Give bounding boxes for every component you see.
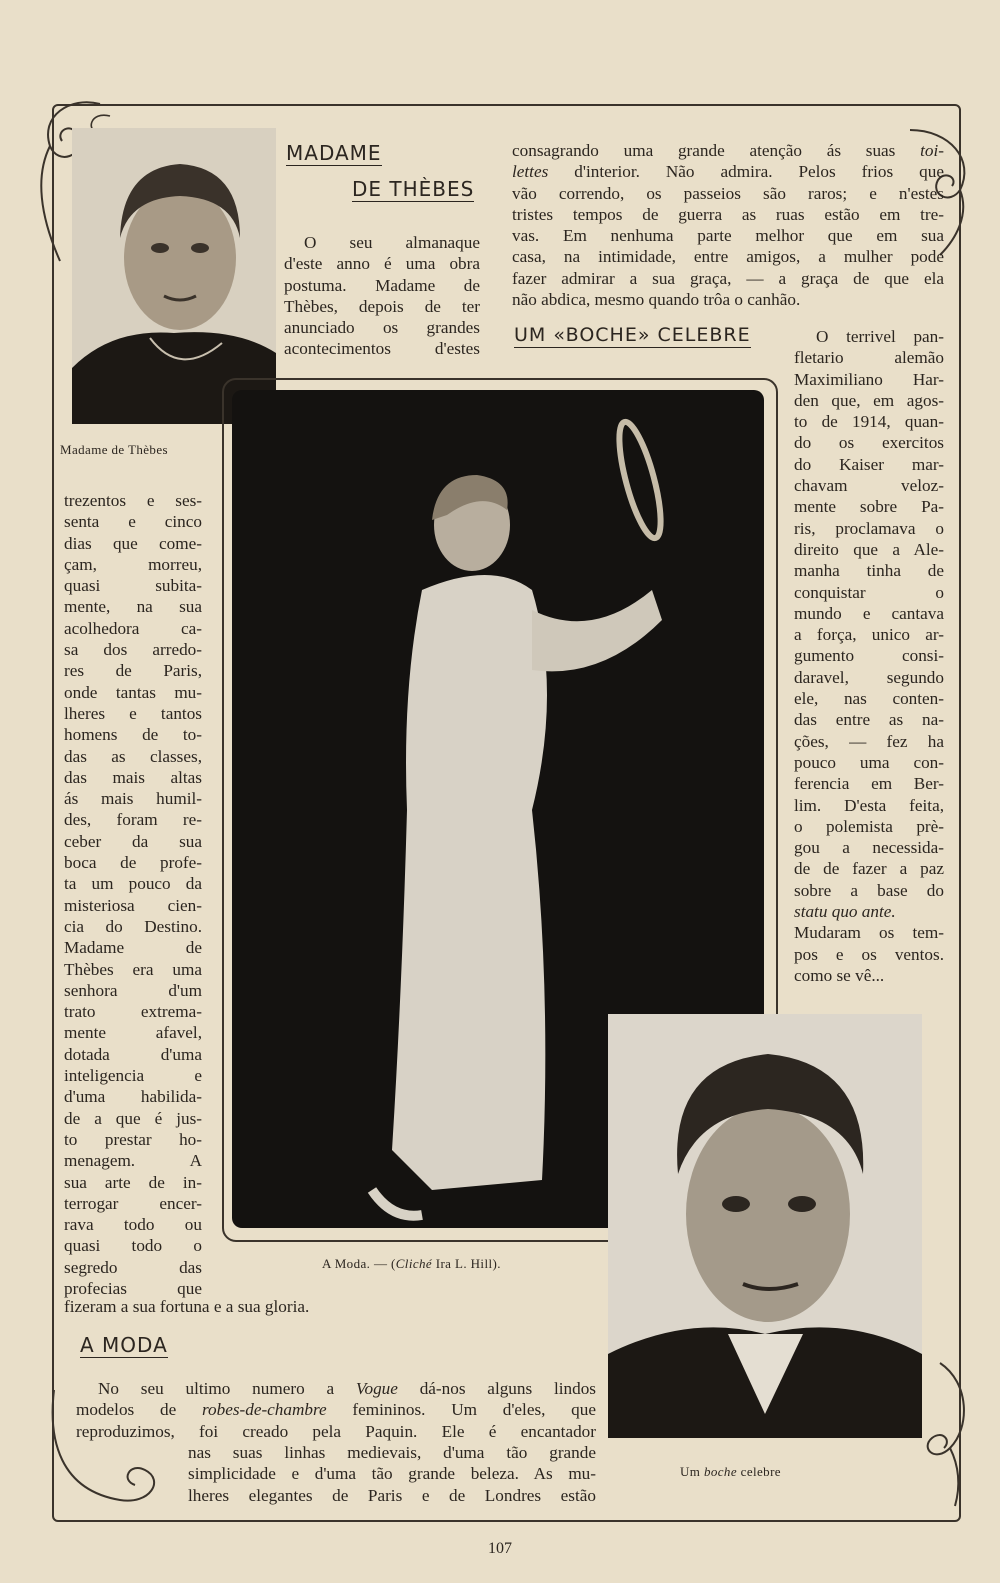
text-line: menagem. A — [64, 1151, 202, 1171]
text-line: manha tinha de — [794, 561, 944, 581]
text-line: do Kaiser mar- — [794, 454, 944, 474]
text-line: quasi subita- — [64, 576, 202, 596]
text-line: mundo e cantava — [794, 603, 944, 623]
article-moda-indented — [188, 1442, 596, 1506]
text-line: rava todo ou — [64, 1215, 202, 1235]
text-line: to de 1914, quan- — [794, 412, 944, 432]
text-line: conquistar o — [794, 582, 944, 602]
text-line: das mais altas — [64, 767, 202, 787]
text-line: boca de profe- — [64, 853, 202, 873]
text-line: do os exercitos — [794, 433, 944, 453]
text-line: terrogar encer- — [64, 1193, 202, 1213]
text-line: ás mais humil- — [64, 789, 202, 809]
text-line: fletario alemão — [794, 348, 944, 368]
text-line: gou a necessida- — [794, 838, 944, 858]
article-boche-column — [794, 326, 944, 986]
text-line: Thèbes, depois de ter — [284, 296, 480, 316]
text-line: d'este anno é uma obra — [284, 254, 480, 274]
text-line: vas. Em nenhuma parte melhor que em sua — [512, 226, 944, 246]
text-line: den que, em agos- — [794, 390, 944, 410]
text-line: tristes tempos de guerra as ruas estão em tre- — [512, 204, 944, 224]
article-moda-continued — [512, 140, 944, 310]
text-line: o polemista prè- — [794, 816, 944, 836]
heading-a-moda: A MODA — [80, 1333, 168, 1357]
text-line: de a que é jus- — [64, 1108, 202, 1128]
text-line: fazer admirar a sua graça, — a graça de que ela — [512, 268, 944, 288]
text-line: des, foram re- — [64, 810, 202, 830]
text-line: O terrivel pan- — [816, 327, 944, 346]
text-line: direito que a Ale- — [794, 539, 944, 559]
text-line: lheres elegantes de Paris e de Londres estão — [188, 1485, 596, 1505]
text-line: lheres e tantos — [64, 703, 202, 723]
text-line: senhora d'um — [64, 980, 202, 1000]
text-line: Madame de — [64, 938, 202, 958]
text-line: ele, nas conten- — [794, 689, 944, 709]
heading-de-thebes: DE THÈBES — [352, 177, 475, 201]
text-line: postuma. Madame de — [284, 275, 480, 295]
text-line: lettes d'interior. Não admira. Pelos frios que — [512, 162, 944, 182]
text-line: sobre a base do — [794, 880, 944, 900]
text-line: fizeram a sua fortuna e a sua gloria. — [64, 1297, 310, 1316]
article-moda — [76, 1378, 596, 1442]
text-line: acolhedora ca- — [64, 618, 202, 638]
heading-um-boche-celebre: UM «BOCHE» CELEBRE — [514, 324, 751, 346]
text-line: trezentos e ses- — [64, 491, 202, 510]
text-line: Mudaram os tem- — [794, 923, 944, 943]
caption-a-moda: A Moda. — (Cliché Ira L. Hill). — [322, 1256, 501, 1271]
caption-madame-de-thebes: Madame de Thèbes — [60, 442, 168, 457]
text-line: a força, unico ar- — [794, 625, 944, 645]
text-line: chavam veloz- — [794, 476, 944, 496]
text-line: pos e os ventos. — [794, 944, 944, 964]
text-line: das as classes, — [64, 746, 202, 766]
heading-madame: MADAME — [286, 141, 382, 165]
text-line: ções, — fez ha — [794, 731, 944, 751]
text-line: cia do Destino. — [64, 916, 202, 936]
text-line: sa dos arredo- — [64, 640, 202, 660]
text-line: modelos de robes-de-chambre femininos. Um d'eles, que — [76, 1400, 596, 1420]
text-line: misteriosa cien- — [64, 895, 202, 915]
text-line: dotada d'uma — [64, 1044, 202, 1064]
text-line: casa, na intimidade, entre amigos, a mulher pode — [512, 247, 944, 267]
page-number: 107 — [488, 1540, 512, 1557]
article-thebes-left-column — [64, 490, 202, 1299]
text-line: mente, na sua — [64, 597, 202, 617]
text-line: O seu almanaque — [304, 233, 480, 252]
text-line: ceber da sua — [64, 831, 202, 851]
photo-um-boche-celebre — [608, 1014, 922, 1438]
text-line: de de fazer a paz — [794, 859, 944, 879]
text-line: pouco uma con- — [794, 752, 944, 772]
text-line: vão correndo, os passeios são raros; e n'estes — [512, 183, 944, 203]
text-line: lim. D'esta feita, — [794, 795, 944, 815]
text-line: das entre as na- — [794, 710, 944, 730]
text-line: anunciado os grandes — [284, 318, 480, 338]
text-line: sua arte de in- — [64, 1172, 202, 1192]
text-line: trato extrema- — [64, 1002, 202, 1022]
text-line: No seu ultimo numero a Vogue dá-nos alguns lindos — [98, 1379, 596, 1398]
text-line: segredo das — [64, 1257, 202, 1277]
text-line: d'uma habilida- — [64, 1087, 202, 1107]
text-line: ris, proclamava o — [794, 518, 944, 538]
text-line: consagrando uma grande atenção ás suas toi- — [512, 141, 944, 160]
text-line: Maximiliano Har- — [794, 369, 944, 389]
text-line: homens de to- — [64, 725, 202, 745]
text-line: daravel, segundo — [794, 667, 944, 687]
text-line-latin: statu quo ante. — [794, 902, 896, 922]
text-line: acontecimentos d'estes — [284, 339, 480, 359]
text-line: mente sobre Pa- — [794, 497, 944, 517]
text-line: como se vê... — [794, 965, 885, 985]
text-line: nas suas linhas medievais, d'uma tão grande — [188, 1443, 596, 1462]
text-line: simplicidade e d'uma tão grande beleza. As mu- — [188, 1464, 596, 1484]
text-line: senta e cinco — [64, 512, 202, 532]
text-line: mente afavel, — [64, 1023, 202, 1043]
text-line: Thèbes era uma — [64, 959, 202, 979]
text-line: gumento consi- — [794, 646, 944, 666]
text-line: inteligencia e — [64, 1066, 202, 1086]
text-line: dias que come- — [64, 533, 202, 553]
article-thebes-top — [284, 232, 480, 360]
caption-um-boche-celebre: Um boche celebre — [680, 1464, 781, 1479]
text-line: reproduzimos, foi creado pela Paquin. Ele é encantador — [76, 1421, 596, 1441]
text-line: çam, morreu, — [64, 554, 202, 574]
text-line: ta um pouco da — [64, 874, 202, 894]
text-line: quasi todo o — [64, 1236, 202, 1256]
text-line: res de Paris, — [64, 661, 202, 681]
text-line: ferencia em Ber- — [794, 774, 944, 794]
text-line: não abdica, mesmo quando trôa o canhão. — [512, 290, 801, 310]
text-line: onde tantas mu- — [64, 682, 202, 702]
article-thebes-final — [64, 1296, 424, 1317]
text-line: to prestar ho- — [64, 1129, 202, 1149]
text-line: profecias que — [64, 1278, 202, 1298]
